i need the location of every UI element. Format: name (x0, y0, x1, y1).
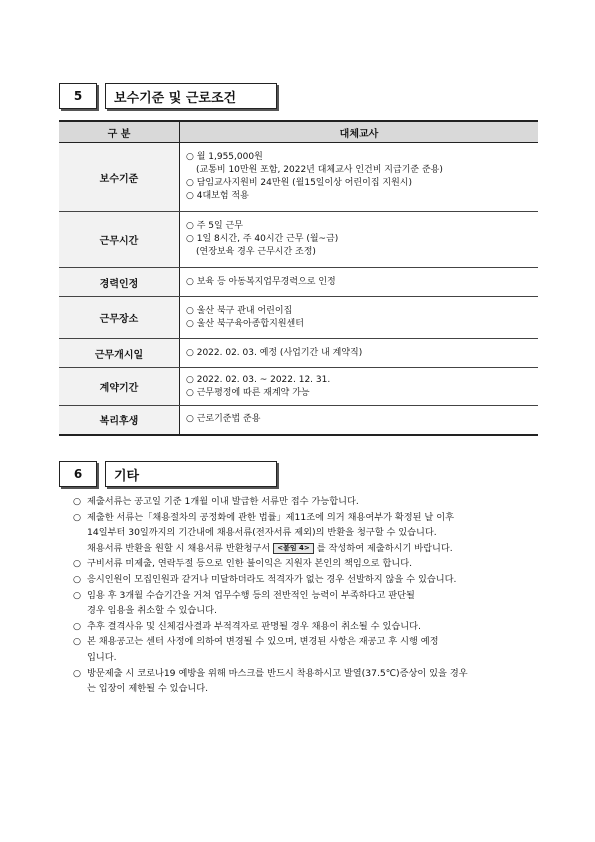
note-line: 추후 결격사유 및 신체검사결과 부적격자로 판명될 경우 채용이 취소될 수 있습니다. (87, 620, 421, 632)
note-line: 본 채용공고는 센터 사정에 의하여 변경될 수 있으며, 변경된 사항은 재공고 후 시행 예정 (87, 636, 439, 648)
notes-list (73, 494, 548, 697)
cell-line: ○ 울산 북구육아종합지원센터 (186, 318, 304, 329)
section-6-header (59, 461, 277, 487)
note-line: 응시인원이 모집인원과 같거나 미달하더라도 적격자가 없는 경우 선발하지 않을 수 있습니다. (87, 573, 457, 585)
circle-bullet-icon: ○ (73, 636, 82, 648)
cell-line: ○ 주 5일 근무 (186, 221, 243, 231)
row-label-welfare: 복리후생 (59, 406, 180, 435)
cell-line: ○ 울산 북구 관내 어린이집 (186, 305, 293, 316)
note-line: 제출한 서류는「채용절차의 공정화에 관한 법률」제11조에 의거 채용여부가 확정된 날 이후 (87, 511, 454, 523)
note-line: 제출서류는 공고일 기준 1개월 이내 발급한 서류만 접수 가능합니다. (87, 496, 359, 507)
cell-line: ○ 2022. 02. 03. 예정 (사업기간 내 계약직) (186, 347, 363, 358)
row-value-contract-period (180, 368, 539, 406)
note-text: 채용서류 반환을 원할 시 채용서류 반환청구서 (87, 542, 271, 554)
cell-line: ○ 근무평정에 따른 재계약 가능 (186, 387, 310, 398)
cell-line: ○ 1일 8시간, 주 40시간 근무 (월~금) (186, 234, 339, 244)
cell-line: ○ 월 1,955,000원 (186, 152, 263, 162)
row-label-pay: 보수기준 (59, 143, 180, 212)
table-row (59, 368, 538, 406)
table-header-category: 구 분 (59, 121, 180, 143)
table-header-row (59, 121, 538, 143)
row-value-start-date (180, 339, 539, 368)
note-text: 를 작성하여 제출하시기 바랍니다. (316, 542, 453, 554)
circle-bullet-icon: ○ (73, 589, 82, 601)
table-row (59, 406, 538, 435)
note-line: 구비서류 미제출, 연락두절 등으로 인한 불이익은 지원자 본인의 책임으로 합니다. (87, 558, 413, 570)
table-row (59, 212, 538, 268)
cell-line: ○ 4대보험 적용 (186, 191, 249, 201)
row-value-welfare (180, 406, 539, 435)
row-value-pay (180, 143, 539, 212)
cell-line: ○ 담임교사지원비 24만원 (월15일이상 어린이집 지원시) (186, 178, 412, 188)
row-label-start-date: 근무개시일 (59, 339, 180, 368)
list-item (73, 510, 548, 557)
row-label-career: 경력인정 (59, 268, 180, 297)
note-line (87, 541, 548, 557)
note-line: 입니다. (87, 651, 117, 663)
list-item (73, 494, 548, 510)
note-line: 14일부터 30일까지의 기간내에 채용서류(전자서류 제외)의 반환을 청구할 수 있습니다. (87, 527, 437, 539)
section-5-title: 보수기준 및 근로조건 (105, 83, 277, 109)
list-item (73, 572, 548, 588)
list-item (73, 634, 548, 665)
section-5-header (59, 83, 277, 109)
work-conditions-table (59, 120, 538, 436)
circle-bullet-icon: ○ (73, 496, 82, 507)
circle-bullet-icon: ○ (73, 558, 82, 570)
note-line: 는 입장이 제한될 수 있습니다. (87, 683, 209, 695)
cell-line: ○ 근로기준법 준용 (186, 414, 261, 425)
table-row (59, 268, 538, 297)
circle-bullet-icon: ○ (73, 573, 82, 585)
section-5-number: 5 (59, 83, 97, 109)
list-item (73, 666, 548, 697)
section-6-title: 기타 (105, 461, 277, 487)
row-value-hours (180, 212, 539, 268)
circle-bullet-icon: ○ (73, 511, 82, 523)
table-row (59, 143, 538, 212)
cell-line: (연장보육 경우 근무시간 조정) (196, 247, 316, 257)
cell-line: (교통비 10만원 포함, 2022년 대체교사 인건비 지급기준 준용) (196, 165, 443, 175)
cell-line: ○ 보육 등 아동복지업무경력으로 인정 (186, 276, 336, 287)
row-label-workplace: 근무장소 (59, 297, 180, 339)
section-6-number: 6 (59, 461, 97, 487)
row-label-contract-period: 계약기간 (59, 368, 180, 406)
cell-line: ○ 2022. 02. 03. ~ 2022. 12. 31. (186, 374, 331, 385)
list-item (73, 619, 548, 635)
row-label-hours: 근무시간 (59, 212, 180, 268)
note-line: 방문제출 시 코로나19 예방을 위해 마스크를 반드시 착용하시고 발열(37.5℃)증상이 있을 경우 (87, 667, 468, 679)
circle-bullet-icon: ○ (73, 620, 82, 632)
table-row (59, 297, 538, 339)
note-line: 경우 임용을 취소할 수 있습니다. (87, 605, 217, 617)
row-value-workplace (180, 297, 539, 339)
attachment-tag: <붙임 4> (273, 543, 314, 554)
table-header-substitute-teacher: 대체교사 (180, 121, 539, 143)
list-item (73, 588, 548, 619)
list-item (73, 556, 548, 572)
circle-bullet-icon: ○ (73, 667, 82, 679)
table-row (59, 339, 538, 368)
row-value-career (180, 268, 539, 297)
note-line: 임용 후 3개월 수습기간을 거쳐 업무수행 등의 전반적인 능력이 부족하다고 판단될 (87, 589, 415, 601)
